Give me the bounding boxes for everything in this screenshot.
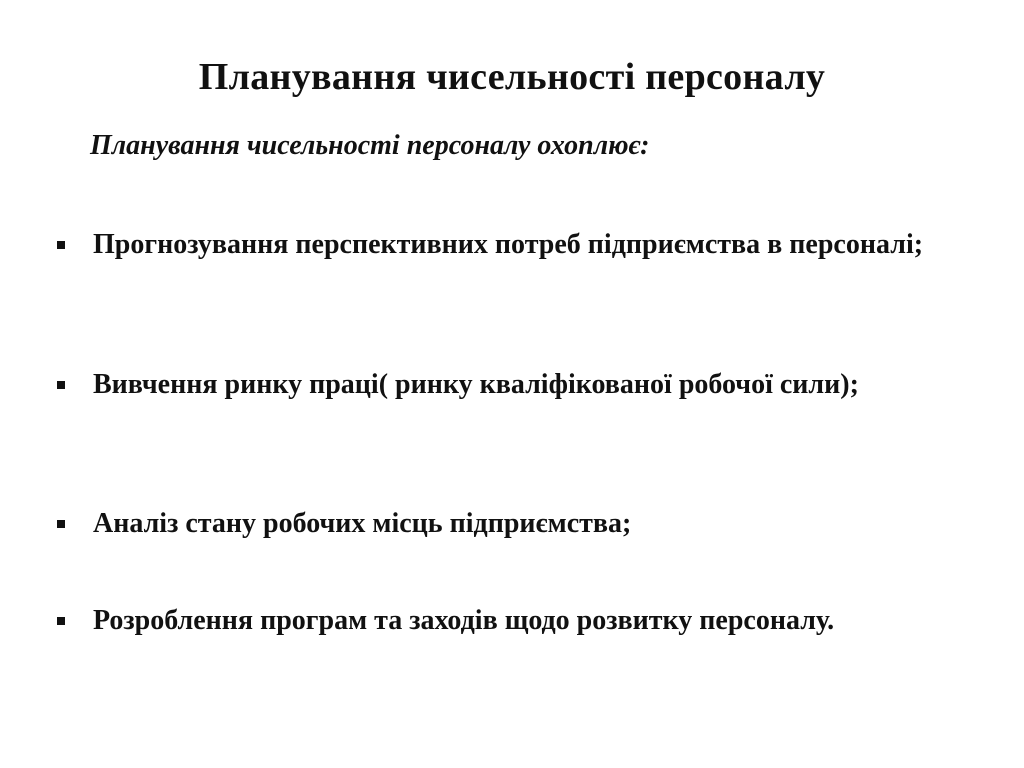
square-bullet-icon xyxy=(57,520,65,528)
slide-subtitle: Планування чисельності персоналу охоплює: xyxy=(90,130,650,161)
square-bullet-icon xyxy=(57,617,65,625)
bullet-text: Вивчення ринку праці( ринку кваліфікованої робочої сили); xyxy=(93,369,859,400)
square-bullet-icon xyxy=(57,241,65,249)
bullet-text: Прогнозування перспективних потреб підприємства в персоналі; xyxy=(93,229,924,260)
square-bullet-icon xyxy=(57,381,65,389)
bullet-text: Розроблення програм та заходів щодо розвитку персоналу. xyxy=(93,605,835,636)
slide-title: Планування чисельності персоналу xyxy=(198,56,826,98)
bullet-text: Аналіз стану робочих місць підприємства; xyxy=(93,508,632,539)
